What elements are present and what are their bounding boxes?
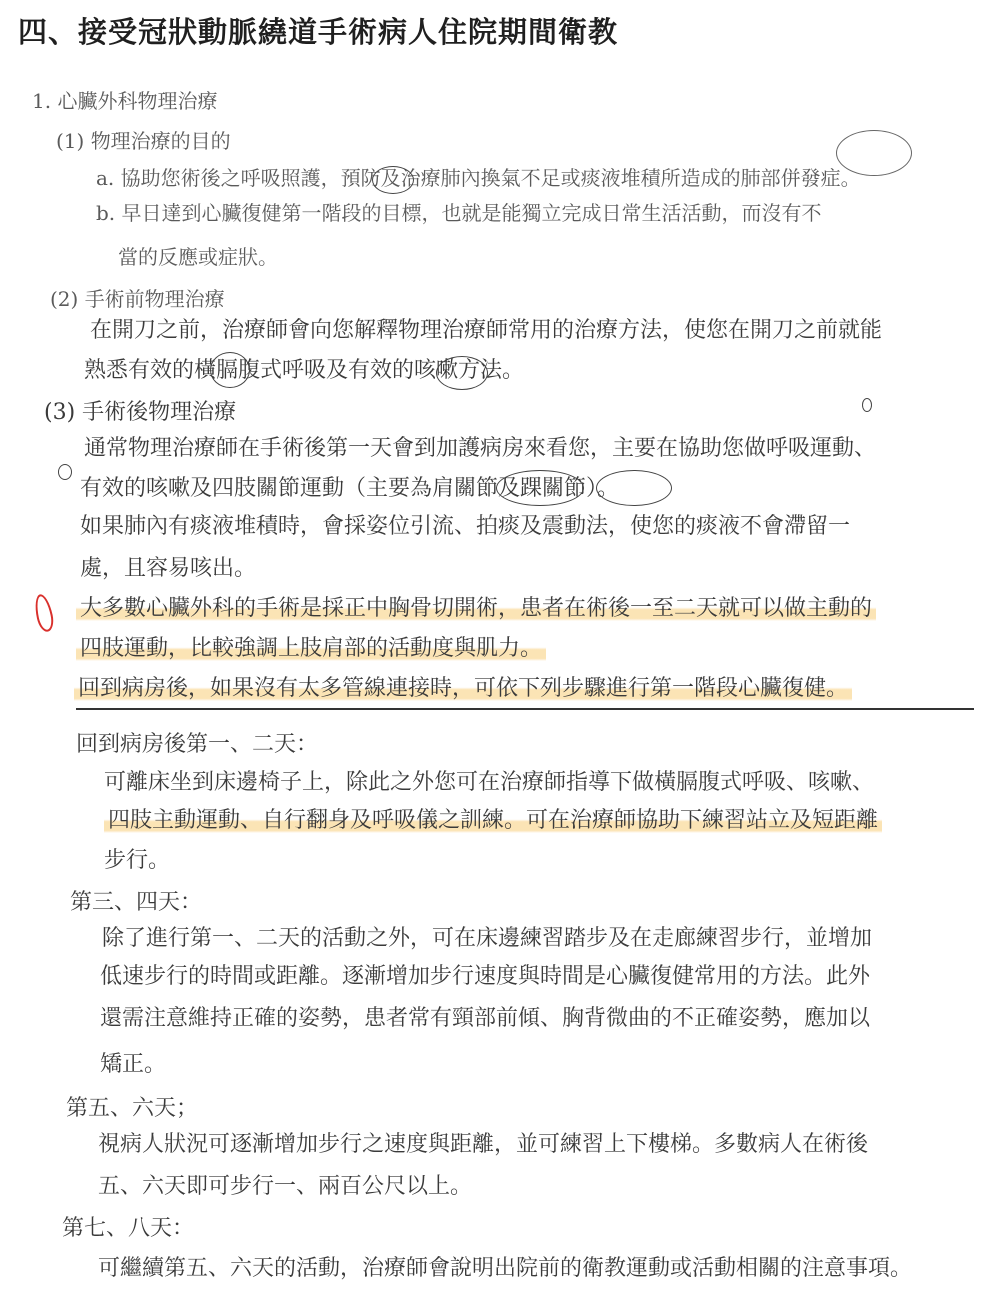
text-line: 通常物理治療師在手術後第一天會到加護病房來看您，主要在協助您做呼吸運動、 xyxy=(84,436,877,461)
pen-circle xyxy=(210,352,250,388)
text-line: 處，且容易咳出。 xyxy=(80,556,257,581)
pen-circle xyxy=(436,356,488,390)
text-line: 五、六天即可步行一、兩百公尺以上。 xyxy=(98,1174,473,1199)
subsection-heading: (1) 物理治療的目的 xyxy=(56,129,231,153)
highlighted-line: 大多數心臟外科的手術是採正中胸骨切開術，患者在術後一至二天就可以做主動的 xyxy=(76,594,876,624)
pen-circle xyxy=(372,166,414,194)
page-title: 四、接受冠狀動脈繞道手術病人住院期間衛教 xyxy=(18,15,619,49)
day-heading: 回到病房後第一、二天： xyxy=(76,732,319,757)
highlighted-phrase: 四肢主動運動、自行翻身及呼吸儀之訓練。可在治療師協助下練習站立及短距離 xyxy=(104,808,882,833)
text-line: 熟悉有效的橫膈腹式呼吸及有效的咳嗽方法。 xyxy=(84,358,525,383)
text-line: 除了進行第一、二天的活動之外，可在床邊練習踏步及在走廊練習步行，並增加 xyxy=(102,926,873,951)
text-line: 可繼續第五、六天的活動，治療師會說明出院前的衛教運動或活動相關的注意事項。 xyxy=(98,1256,913,1281)
text-line: 如果肺內有痰液堆積時，會採姿位引流、拍痰及震動法，使您的痰液不會滯留一 xyxy=(80,514,851,539)
highlighted-line: 回到病房後，如果沒有太多管線連接時，可依下列步驟進行第一階段心臟復健。 xyxy=(74,674,852,704)
subsection-heading: (2) 手術前物理治療 xyxy=(50,287,225,311)
text-line: 視病人狀況可逐漸增加步行之速度與距離，並可練習上下樓梯。多數病人在術後 xyxy=(98,1132,869,1157)
text-line: b. 早日達到心臟復健第一階段的目標，也就是能獨立完成日常生活活動，而沒有不 xyxy=(96,201,822,225)
pen-circle-small xyxy=(58,464,72,480)
subsection-heading: (3) 手術後物理治療 xyxy=(44,400,237,425)
underline-rule xyxy=(76,708,974,710)
text-line: 在開刀之前，治療師會向您解釋物理治療師常用的治療方法，使您在開刀之前就能 xyxy=(90,318,883,343)
text-line: 有效的咳嗽及四肢關節運動（主要為肩關節及踝關節）。 xyxy=(80,476,620,501)
text-line: 可離床坐到床邊椅子上，除此之外您可在治療師指導下做橫膈腹式呼吸、咳嗽、 xyxy=(104,770,875,795)
pen-circle xyxy=(596,470,672,506)
text-line: 還需注意維持正確的姿勢，患者常有頸部前傾、胸背微曲的不正確姿勢，應加以 xyxy=(100,1006,871,1031)
pen-circle xyxy=(836,130,912,176)
text-line xyxy=(104,806,882,836)
text-line: 步行。 xyxy=(104,848,171,873)
text-line: a. 協助您術後之呼吸照護，預防及治療肺內換氣不足或痰液堆積所造成的肺部併發症。 xyxy=(96,166,861,190)
day-heading: 第三、四天： xyxy=(70,890,203,915)
red-pen-mark xyxy=(32,593,56,633)
day-heading: 第五、六天； xyxy=(66,1096,199,1121)
highlighted-line: 四肢運動，比較強調上肢肩部的活動度與肌力。 xyxy=(76,634,546,664)
text-line: 矯正。 xyxy=(100,1052,167,1077)
day-heading: 第七、八天： xyxy=(62,1216,195,1241)
text-line: 當的反應或症狀。 xyxy=(118,245,278,269)
section-heading: 1. 心臟外科物理治療 xyxy=(32,89,218,113)
pen-circle xyxy=(496,470,584,506)
pen-circle-small xyxy=(862,398,872,412)
text-line: 低速步行的時間或距離。逐漸增加步行速度與時間是心臟復健常用的方法。此外 xyxy=(100,964,871,989)
